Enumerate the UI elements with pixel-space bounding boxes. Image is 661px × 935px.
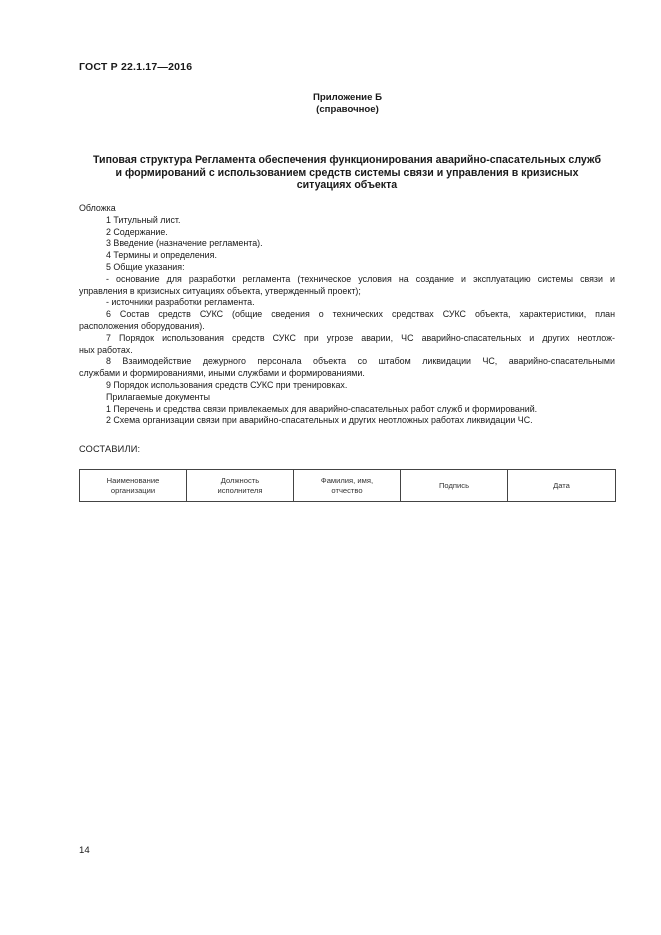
- list-item-line: 6 Состав средств СУКС (общие сведения о технических средствах СУКС объекта, характеристики, план: [106, 309, 615, 320]
- composed-label: СОСТАВИЛИ:: [79, 444, 141, 454]
- list-item: - источники разработки регламента.: [106, 297, 255, 308]
- appendix-kind: (справочное): [316, 104, 379, 115]
- appendix-heading: [0, 92, 661, 116]
- table-row: [80, 470, 616, 502]
- table-header-cell: [401, 470, 508, 502]
- cell-text: исполнителя: [217, 485, 263, 495]
- list-item: 4 Термины и определения.: [106, 250, 217, 261]
- list-item: 9 Порядок использования средств СУКС при тренировках.: [106, 379, 348, 390]
- document-title: [79, 154, 615, 192]
- title-line: и формирований с использованием средств системы связи и управления в кризисных: [115, 166, 579, 179]
- table-header-cell: [187, 470, 294, 502]
- appendix-label: Приложение Б: [313, 92, 382, 103]
- cell-text: Дата: [553, 480, 570, 490]
- list-item-line: ных работах.: [79, 344, 133, 355]
- list-item-line: службами и формированиями, иными службами и формированиями.: [79, 368, 365, 379]
- attached-docs-heading: Прилагаемые документы: [106, 391, 210, 402]
- title-line: Типовая структура Регламента обеспечения функционирования аварийно-спасательных служб: [92, 154, 601, 166]
- list-item-line: управления в кризисных ситуациях объекта, утвержденный проект);: [79, 285, 361, 296]
- list-item-line: - основание для разработки регламента (техническое условия на создание и эксплуатацию системы связи и: [106, 273, 615, 284]
- list-item: 5 Общие указания:: [106, 261, 185, 272]
- cell-text: Наименование: [106, 475, 160, 485]
- list-item-line: 8 Взаимодействие дежурного персонала объекта со штабом ликвидации ЧС, аварийно-спасательными: [106, 356, 615, 367]
- cell-text: отчество: [331, 485, 363, 495]
- list-item-line: расположения оборудования).: [79, 320, 205, 331]
- cell-text: Должность: [220, 475, 260, 485]
- table-header-cell: [294, 470, 401, 502]
- list-item: 1 Титульный лист.: [106, 214, 181, 225]
- cell-text: организации: [110, 485, 156, 495]
- cell-text: Подпись: [438, 480, 470, 490]
- signature-table: [79, 469, 616, 502]
- attached-doc-item: 1 Перечень и средства связи привлекаемых для аварийно-спасательных работ служб и формирований.: [106, 403, 538, 414]
- page-number: 14: [79, 845, 90, 856]
- table-header-cell: [508, 470, 616, 502]
- list-item: 3 Введение (назначение регламента).: [106, 238, 263, 249]
- document-body: [79, 203, 615, 427]
- title-line: ситуациях объекта: [296, 179, 398, 192]
- list-item-line: 7 Порядок использования средств СУКС при угрозе аварии, ЧС аварийно-спасательных и других неотлож-: [106, 332, 615, 343]
- attached-doc-item: 2 Схема организации связи при аварийно-спасательных и других неотложных работах ликвидации ЧС.: [106, 415, 533, 426]
- cell-text: Фамилия, имя,: [320, 475, 374, 485]
- list-item: 2 Содержание.: [106, 226, 168, 237]
- table-header-cell: [80, 470, 187, 502]
- standard-code: ГОСТ Р 22.1.17—2016: [79, 61, 193, 73]
- cover-label: Обложка: [79, 203, 116, 213]
